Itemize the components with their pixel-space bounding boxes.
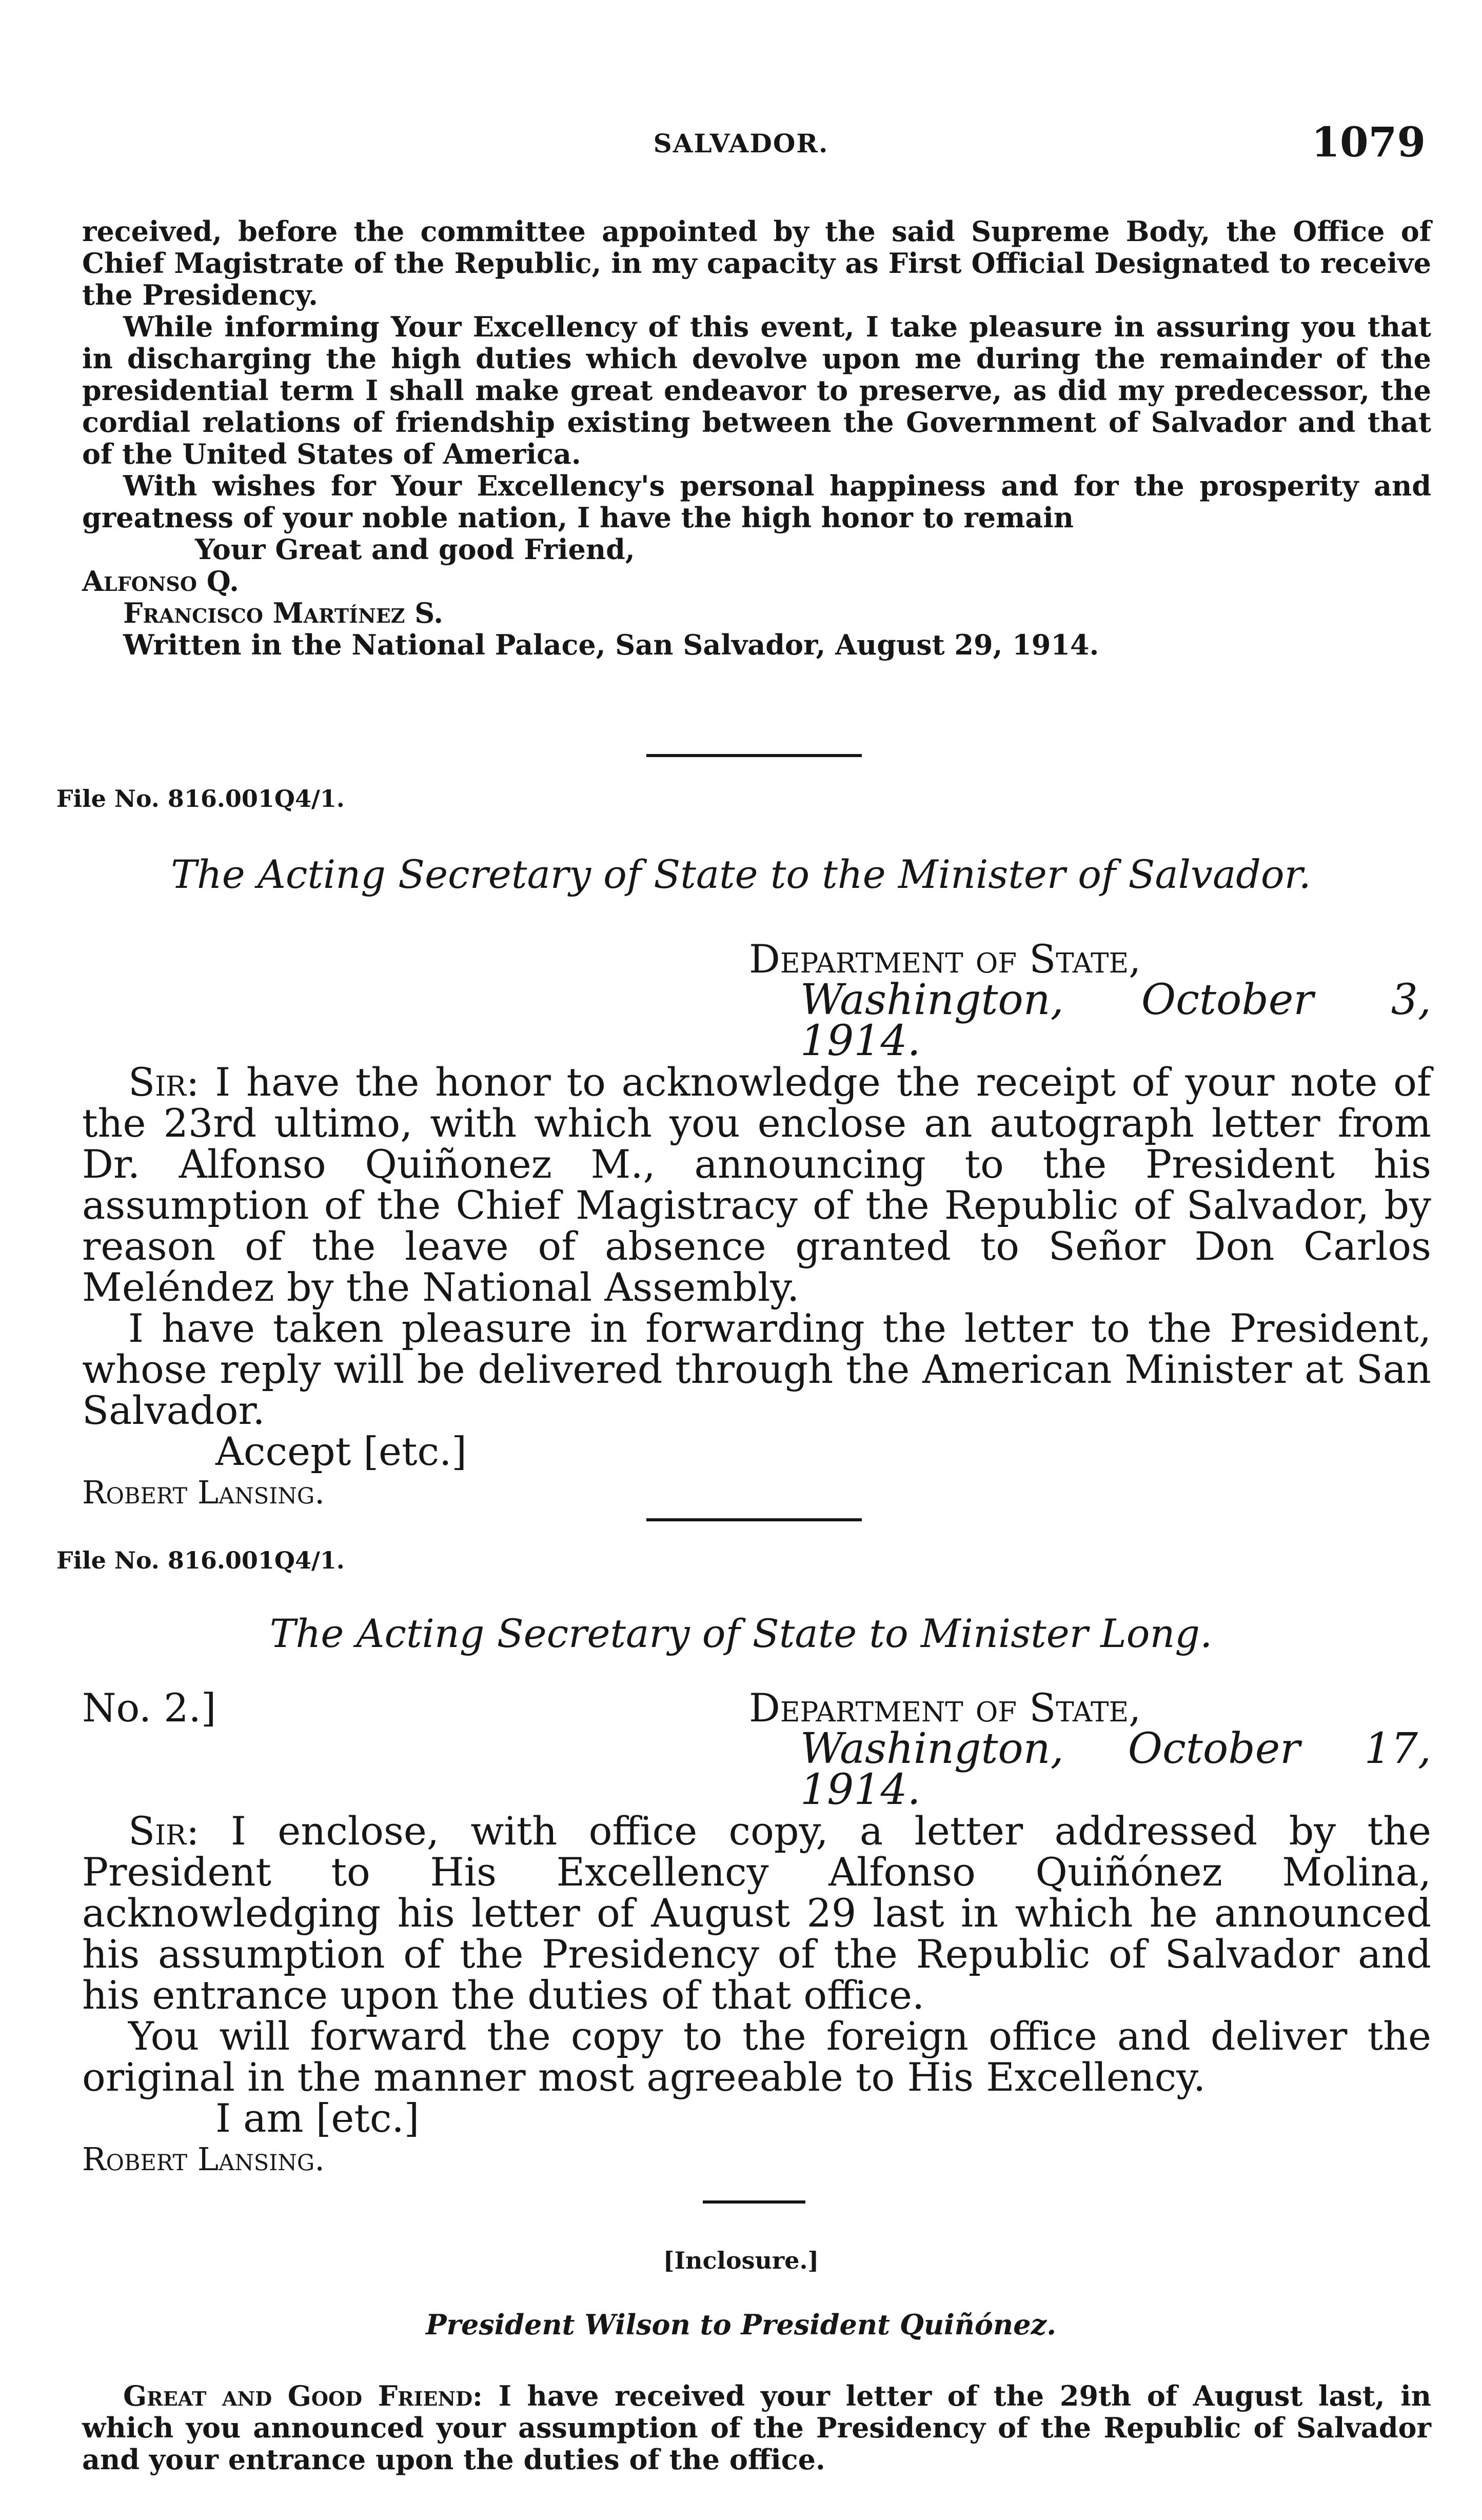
running-header-title: SALVADOR. (653, 128, 829, 158)
paragraph-text: I enclose, with office copy, a letter addressed by the President to His Excellency Alfonso Quiñónez Molina, acknowledging his letter of August 29 last in which he announced his assumption of the Presidency of the Republic of Salvador and his entrance upon the duties of that office. (82, 1808, 1431, 2018)
inclosure-heading: President Wilson to President Quiñónez. (425, 2308, 1057, 2341)
countersignature: Francisco Martínez S. (123, 597, 444, 629)
paragraph-text: I have the honor to acknowledge the receipt of your note of the 23rd ultimo, with which you enclose an autograph letter from Dr. Alfonso Quiñonez M., announcing to the President his assumption of the Chief Magistracy of the Republic of Salvador, by reason of the leave of absence granted to Señor Don Carlos Meléndez by the National Assembly. (82, 1059, 1431, 1310)
inclosure-body (82, 2380, 1431, 2475)
signature: Robert Lansing. (82, 1474, 325, 1511)
paragraph (82, 2380, 1431, 2475)
signature: Alfonso Q. (82, 565, 239, 598)
section-divider (703, 2200, 805, 2204)
paragraph (82, 1808, 1431, 2018)
closing-line: Accept [etc.] (215, 1428, 467, 1474)
written-line: Written in the National Palace, San Salvador, August 29, 1914. (123, 628, 1099, 661)
paragraph-text: I have received your letter of the 29th of August last, in which you announced your assumption of the Presidency of the Republic of Salvador and your entrance upon the duties of the office. (82, 2379, 1431, 2476)
paragraph (82, 1059, 1431, 1310)
salutation: Sir: (128, 1808, 200, 1854)
place-date: Washington, October 17, 1914. (800, 1724, 1431, 1814)
section-divider (646, 1518, 862, 1521)
dispatch-number: No. 2.] (82, 1685, 216, 1731)
paragraph: With wishes for Your Excellency's personal happiness and for the prosperity and greatness of your noble nation, I have the high honor to remain (82, 469, 1431, 534)
paragraph: I have taken pleasure in forwarding the letter to the President, whose reply will be delivered through the American Minister at San Salvador. (82, 1305, 1431, 1433)
file-number: File No. 816.001Q4/1. (56, 1546, 345, 1574)
department-line: Department of State, (749, 936, 1141, 982)
number-dept-line (82, 1685, 1431, 1731)
paragraph: While informing Your Excellency of this event, I take pleasure in assuring you that in discharging the high duties which devolve upon me during the remainder of the presidential term I shall make great endeavor to preserve, as did my predecessor, the cordial relations of friendship existing between the Government of Salvador and that of the United States of America. (82, 310, 1431, 470)
salutation: Great and Good Friend: (123, 2379, 483, 2412)
closing-line: I am [etc.] (215, 2095, 420, 2141)
document-heading: The Acting Secretary of State to Minister Long. (269, 1611, 1213, 1656)
page-number: 1079 (1311, 118, 1426, 166)
section-divider (646, 754, 862, 757)
letter-body (82, 1685, 1431, 2180)
department-line: Department of State, (749, 1685, 1141, 1731)
signature: Robert Lansing. (82, 2140, 325, 2178)
paragraph: received, before the committee appointed by the said Supreme Body, the Office of Chief Magistrate of the Republic, in my capacity as First Official Designated to receive the Presidency. (82, 215, 1431, 311)
letter-body (82, 936, 1431, 1513)
paragraph: You will forward the copy to the foreign office and deliver the original in the manner most agreeable to His Excellency. (82, 2013, 1431, 2100)
document-heading: The Acting Secretary of State to the Minister of Salvador. (171, 851, 1311, 897)
closing-line: Your Great and good Friend, (195, 533, 635, 566)
place-date: Washington, October 3, 1914. (800, 976, 1431, 1065)
letter-continuation (82, 215, 1431, 661)
file-number: File No. 816.001Q4/1. (56, 785, 345, 812)
inclosure-label: [Inclosure.] (663, 2247, 819, 2274)
salutation: Sir: (128, 1059, 200, 1105)
